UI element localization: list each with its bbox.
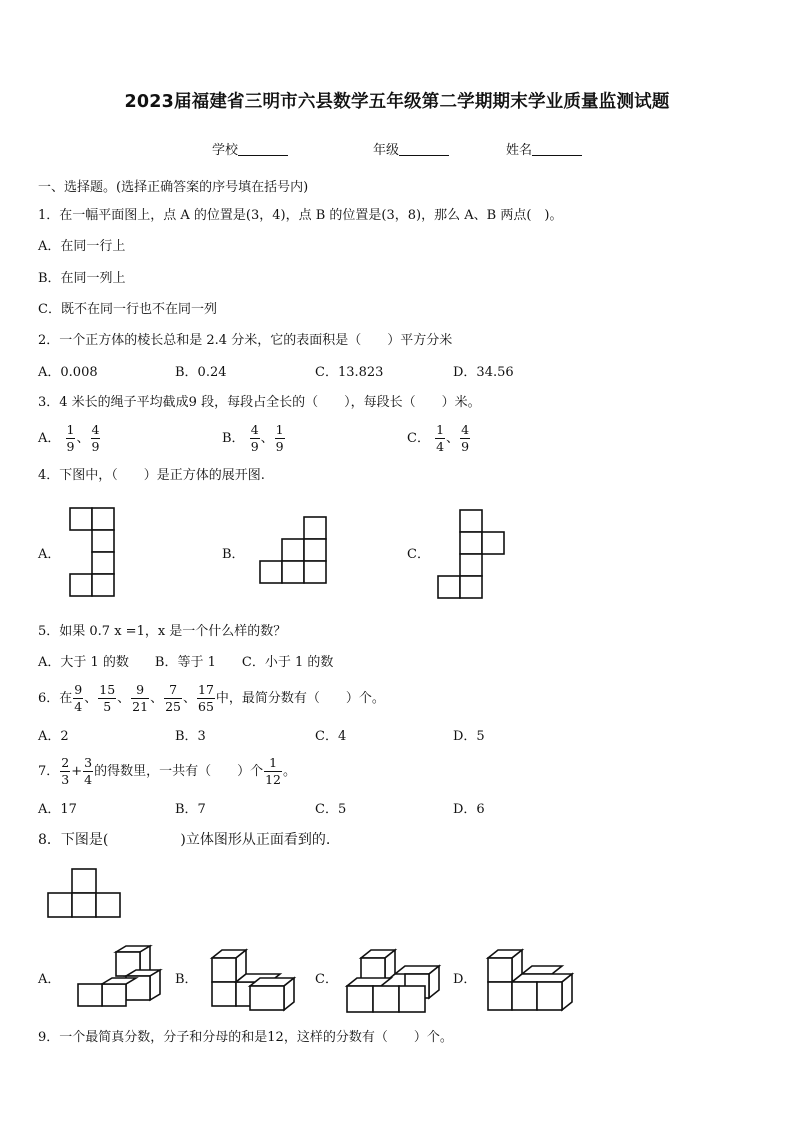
grade-blank[interactable] (399, 142, 449, 156)
fraction: $\frac{9}{21}$ (132, 682, 149, 714)
q8-option-d-label[interactable]: D． (453, 972, 477, 987)
fraction: $\frac{7}{25}$ (165, 682, 181, 714)
q8-option-c-label[interactable]: C． (315, 972, 338, 987)
q8-solid-c[interactable] (343, 946, 445, 1016)
q6-option-c[interactable]: C．4 (315, 729, 347, 744)
q2-option-b[interactable]: B．0.24 (175, 365, 227, 380)
name-blank[interactable] (532, 142, 582, 156)
q1-option-a[interactable]: A．在同一行上 (38, 239, 126, 254)
q8-stem: 8．下图是( )立体图形从正面看到的. (38, 832, 331, 848)
q8-solid-b[interactable] (206, 946, 298, 1012)
fraction: $\frac{4}{9}$ (461, 422, 470, 454)
grade-field[interactable] (373, 142, 449, 159)
q1-stem: 1．在一幅平面图上，点 A 的位置是(3，4)，点 B 的位置是(3，8)，那么 A、B 两点( )。 (38, 208, 563, 223)
q6-stem: 6．在 $\frac{9}{4}$ 、 $\frac{15}{5}$ 、 $\frac{9}{21}$ 、 $\frac{7}{25}$ 、 $\frac{17}{65}$ 中，最简分数有（ ）个。 (38, 682, 385, 714)
school-field[interactable] (212, 142, 288, 159)
q4-stem: 4．下图中，（ ）是正方体的展开图. (38, 468, 265, 483)
q8-solid-d[interactable] (484, 946, 578, 1016)
q2-option-c[interactable]: C．13.823 (315, 365, 384, 380)
q4-net-b[interactable] (256, 513, 330, 587)
q6-option-a[interactable]: A．2 (38, 729, 69, 744)
q5-options[interactable]: A．大于 1 的数 B．等于 1 C．小于 1 的数 (38, 655, 334, 670)
q3-option-c[interactable]: C． $\frac{1}{4}$ 、 $\frac{4}{9}$ (407, 422, 470, 454)
name-field[interactable] (506, 142, 582, 159)
school-blank[interactable] (238, 142, 288, 156)
q1-option-b[interactable]: B．在同一列上 (38, 271, 126, 286)
q3-option-a[interactable]: A． $\frac{1}{9}$ 、 $\frac{4}{9}$ (38, 422, 100, 454)
q4-net-c[interactable] (434, 506, 508, 604)
q8-option-b-label[interactable]: B． (175, 972, 198, 987)
name-label: 姓名 (506, 143, 533, 158)
q8-front-view (44, 866, 124, 920)
option-label: B． (222, 431, 245, 446)
fraction: $\frac{4}{9}$ (91, 422, 100, 454)
q8-solid-a[interactable] (70, 944, 164, 1010)
q7-option-b[interactable]: B．7 (175, 802, 206, 817)
fraction: $\frac{1}{4}$ (436, 422, 445, 454)
q4-net-a[interactable] (66, 505, 118, 601)
page-title: 2023届福建省三明市六县数学五年级第二学期期末学业质量监测试题 (124, 92, 670, 112)
q7-option-a[interactable]: A．17 (38, 802, 77, 817)
q8-option-a-label[interactable]: A． (38, 972, 61, 987)
grade-label: 年级 (373, 143, 400, 158)
q7-option-c[interactable]: C．5 (315, 802, 347, 817)
fraction: $\frac{1}{12}$ (265, 755, 282, 787)
fraction: $\frac{15}{5}$ (99, 682, 116, 714)
q3-option-b[interactable]: B． $\frac{4}{9}$ 、 $\frac{1}{9}$ (222, 422, 284, 454)
q9-stem: 9．一个最简真分数，分子和分母的和是12，这样的分数有（ ）个。 (38, 1030, 453, 1045)
section-heading: 一、选择题。(选择正确答案的序号填在括号内) (38, 180, 309, 195)
fraction: $\frac{1}{9}$ (275, 422, 284, 454)
fraction: $\frac{2}{3}$ (61, 755, 70, 787)
q4-option-c-label[interactable]: C． (407, 547, 430, 562)
q6-option-d[interactable]: D．5 (453, 729, 485, 744)
q7-option-d[interactable]: D．6 (453, 802, 485, 817)
q7-stem: 7． $\frac{2}{3}$ + $\frac{3}{4}$ 的得数里，一共有（ ）个 $\frac{1}{12}$ 。 (38, 755, 297, 787)
q1-option-c[interactable]: C．既不在同一行也不在同一列 (38, 302, 217, 317)
q4-option-a-label[interactable]: A． (38, 547, 61, 562)
fraction: $\frac{17}{65}$ (198, 682, 214, 714)
option-label: C． (407, 431, 430, 446)
school-label: 学校 (212, 143, 239, 158)
q2-option-a[interactable]: A．0.008 (38, 365, 98, 380)
fraction: $\frac{1}{9}$ (66, 422, 75, 454)
q2-stem: 2．一个正方体的棱长总和是 2.4 分米，它的表面积是（ ）平方分米 (38, 333, 453, 348)
q4-option-b-label[interactable]: B． (222, 547, 245, 562)
q3-stem: 3．4 米长的绳子平均截成9 段，每段占全长的（ ），每段长（ ）米。 (38, 395, 481, 410)
fraction: $\frac{3}{4}$ (84, 755, 93, 787)
option-label: A． (38, 431, 61, 446)
q5-stem: 5．如果 0.7 x =1，x 是一个什么样的数？ (38, 624, 287, 639)
q6-option-b[interactable]: B．3 (175, 729, 206, 744)
q2-option-d[interactable]: D．34.56 (453, 365, 514, 380)
fraction: $\frac{9}{4}$ (74, 682, 83, 714)
fraction: $\frac{4}{9}$ (250, 422, 259, 454)
